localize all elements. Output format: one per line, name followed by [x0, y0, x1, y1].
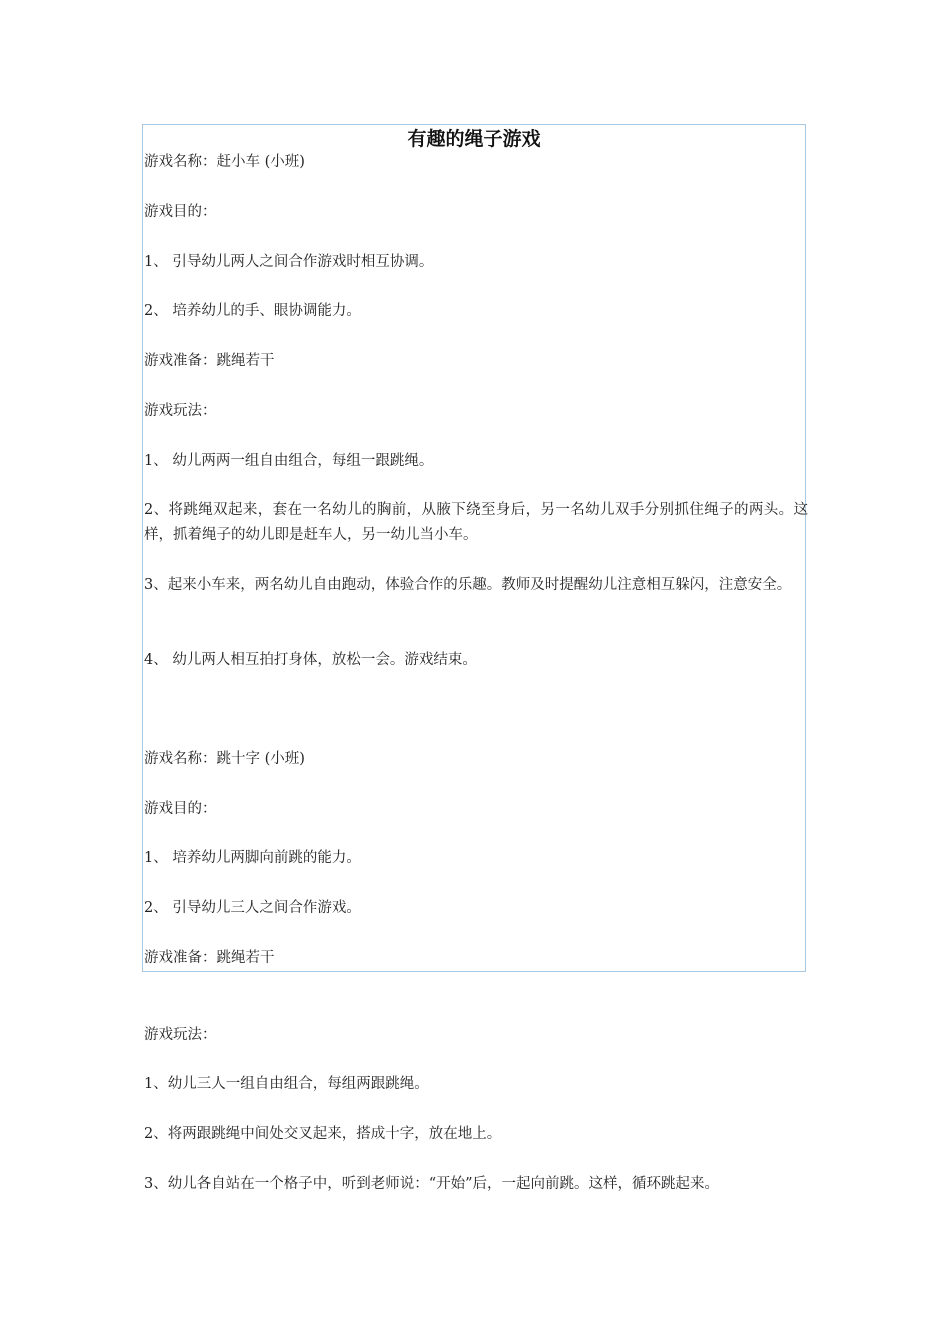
- game1-step-3: 3、起来小车来，两名幼儿自由跑动，体验合作的乐趣。教师及时提醒幼儿注意相互躲闪，注意安全。: [144, 577, 792, 593]
- game2-play-heading: 游戏玩法：: [144, 1027, 217, 1043]
- game1-step-2: 2、将跳绳双起来，套在一名幼儿的胸前，从腋下绕至身后，另一名幼儿双手分别抓住绳子的两头。这样，抓着绳子的幼儿即是赶车人，另一幼儿当小车。: [144, 502, 808, 543]
- game1-purpose-heading: 游戏目的：: [144, 204, 217, 220]
- game2-purpose-1: 1、 培养幼儿两脚向前跳的能力。: [144, 850, 361, 866]
- game1-name: 游戏名称：赶小车 (小班): [144, 154, 305, 170]
- game1-step-4: 4、 幼儿两人相互拍打身体，放松一会。游戏结束。: [144, 652, 477, 668]
- game2-step-2: 2、将两跟跳绳中间处交叉起来，搭成十字，放在地上。: [144, 1126, 502, 1142]
- game1-step-1: 1、 幼儿两两一组自由组合，每组一跟跳绳。: [144, 453, 434, 469]
- game2-step-3: 3、幼儿各自站在一个格子中，听到老师说：“开始”后，一起向前跳。这样，循环跳起来。: [144, 1176, 720, 1192]
- game1-purpose-2: 2、 培养幼儿的手、眼协调能力。: [144, 303, 361, 319]
- game2-purpose-2: 2、 引导幼儿三人之间合作游戏。: [144, 900, 361, 916]
- game2-step-1: 1、幼儿三人一组自由组合，每组两跟跳绳。: [144, 1076, 429, 1092]
- game2-preparation: 游戏准备：跳绳若干: [144, 950, 275, 966]
- game1-play-heading: 游戏玩法：: [144, 403, 217, 419]
- game2-name: 游戏名称：跳十字 (小班): [144, 751, 305, 767]
- game2-purpose-heading: 游戏目的：: [144, 801, 217, 817]
- document-title: 有趣的绳子游戏: [407, 128, 541, 150]
- game1-purpose-1: 1、 引导幼儿两人之间合作游戏时相互协调。: [144, 254, 434, 270]
- game1-preparation: 游戏准备：跳绳若干: [144, 353, 275, 369]
